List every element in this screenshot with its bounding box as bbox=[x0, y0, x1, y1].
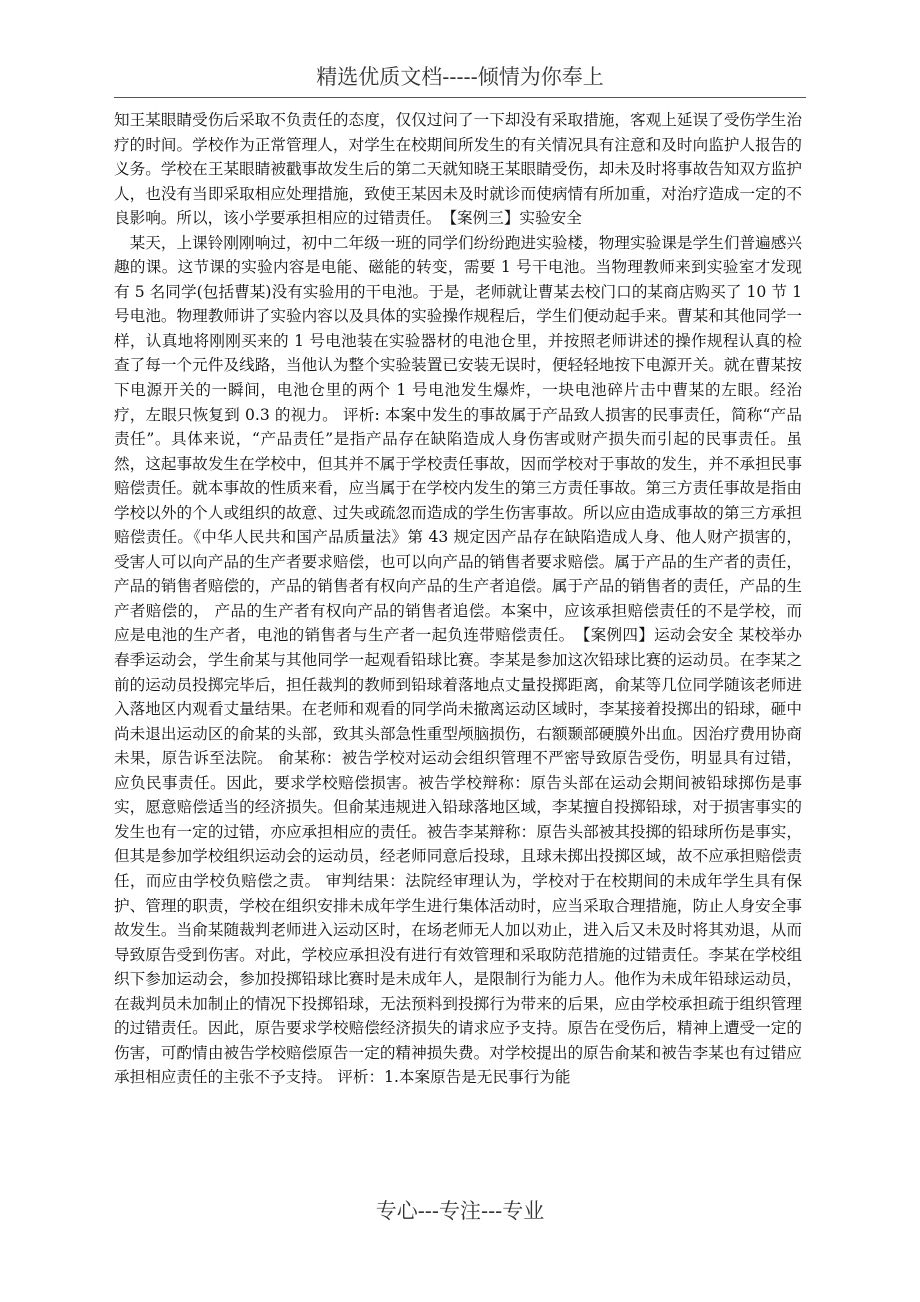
paragraph-case-three-and-four: 某天，上课铃刚刚响过，初中二年级一班的同学们纷纷跑进实验楼，物理实验课是学生们普遍感兴趣的课。这节课的实验内容是电能、磁能的转变，需要 1 号干电池。当物理教师来到实验室才发现有 5 名同学(包括曹某)没有实验用的干电池。于是，老师就让曹某去校门口的某商店购买了 10 节 1 号电池。物理教师讲了实验内容以及具体的实验操作规程后，学生们便动起手来。曹某和其他同学一样，认真地将刚刚买来的 1 号电池装在实验器材的电池仓里，并按照老师讲述的操作规程认真的检查了每一个元件及线路，当他认为整个实验装置已安装无误时，便轻轻地按下电源开关。就在曹某按下电源开关的一瞬间，电池仓里的两个 1 号电池发生爆炸，一块电池碎片击中曹某的左眼。经治疗，左眼只恢复到 0.3 的视力。 评析: 本案中发生的事故属于产品致人损害的民事责任，简称“产品责任”。具体来说，“产品责任”是指产品存在缺陷造成人身伤害或财产损失而引起的民事责任。虽然，这起事故发生在学校中，但其并不属于学校责任事故，因而学校对于事故的发生，并不承担民事赔偿责任。就本事故的性质来看，应当属于在学校内发生的第三方责任事故。第三方责任事故是指由学校以外的个人或组织的故意、过失或疏忽而造成的学生伤害事故。所以应由造成事故的第三方承担赔偿责任。《中华人民共和国产品质量法》第 43 规定因产品存在缺陷造成人身、他人财产损害的，受害人可以向产品的生产者要求赔偿，也可以向产品的销售者要求赔偿。属于产品的生产者的责任，产品的销售者赔偿的，产品的销售者有权向产品的生产者追偿。属于产品的销售者的责任，产品的生产者赔偿的， 产品的生产者有权向产品的销售者追偿。本案中，应该承担赔偿责任的不是学校，而应是电池的生产者，电池的销售者与生产者一起负连带赔偿责任。 【案例四】运动会安全 某校举办春季运动会，学生俞某与其他同学一起观看铅球比赛。李某是参加这次铅球比赛的运动员。在李某之前的运动员投掷完毕后，担任裁判的教师到铅球着落地点丈量投掷距离，俞某等几位同学随该老师进入落地区内观看丈量结果。在老师和观看的同学尚未撤离运动区域时，李某接着投掷出的铅球，砸中尚未退出运动区的俞某的头部，致其头部急性重型颅脑损伤，右额颞部硬膜外出血。因治疗费用协商未果，原告诉至法院。 俞某称：被告学校对运动会组织管理不严密导致原告受伤，明显具有过错，应负民事责任。因此，要求学校赔偿损害。被告学校辩称：原告头部在运动会期间被铅球掷伤是事实，愿意赔偿适当的经济损失。但俞某违规进入铅球落地区域，李某擅自投掷铅球，对于损害事实的发生也有一定的过错，亦应承担相应的责任。被告李某辩称：原告头部被其投掷的铅球所伤是事实，但其是参加学校组织运动会的运动员，经老师同意后投球，且球未掷出投掷区域，故不应承担赔偿责任，而应由学校负赔偿之责。 审判结果：法院经审理认为，学校对于在校期间的未成年学生具有保护、管理的职责，学校在组织安排未成年学生进行集体活动时，应当采取合理措施，防止人身安全事故发生。当俞某随裁判老师进入运动区时，在场老师无人加以劝止，进入后又未及时将其劝退，从而导致原告受到伤害。对此，学校应承担没有进行有效管理和采取防范措施的过错责任。李某在学校组织下参加运动会，参加投掷铅球比赛时是未成年人，是限制行为能力人。他作为未成年铅球运动员，在裁判员未加制止的情况下投掷铅球，无法预料到投掷行为带来的后果，应由学校承担疏于组织管理的过错责任。因此，原告要求学校赔偿经济损失的请求应予支持。原告在受伤后，精神上遭受一定的伤害，可酌情由被告学校赔偿原告一定的精神损失费。对学校提出的原告俞某和被告李某也有过错应承担相应责任的主张不予支持。 评析：1.本案原告是无民事行为能 bbox=[114, 233, 802, 1087]
page-header-title: 精选优质文档-----倾情为你奉上 bbox=[316, 65, 604, 89]
document-body bbox=[114, 108, 802, 1190]
page-footer-text: 专心---专注---专业 bbox=[375, 1199, 545, 1223]
paragraph-case-two-analysis: 知王某眼睛受伤后采取不负责任的态度，仅仅过问了一下却没有采取措施，客观上延误了受伤学生治疗的时间。学校作为正常管理人，对学生在校期间所发生的有关情况具有注意和及时向监护人报告的义务。学校在王某眼睛被戳事故发生后的第二天就知晓王某眼睛受伤，却未及时将事故告知双方监护人，也没有当即采取相应处理措施，致使王某因未及时就诊而使病情有所加重，对治疗造成一定的不良影响。所以，该小学要承担相应的过错责任。 【案例三】实验安全 bbox=[114, 111, 802, 228]
header-divider bbox=[114, 97, 806, 98]
